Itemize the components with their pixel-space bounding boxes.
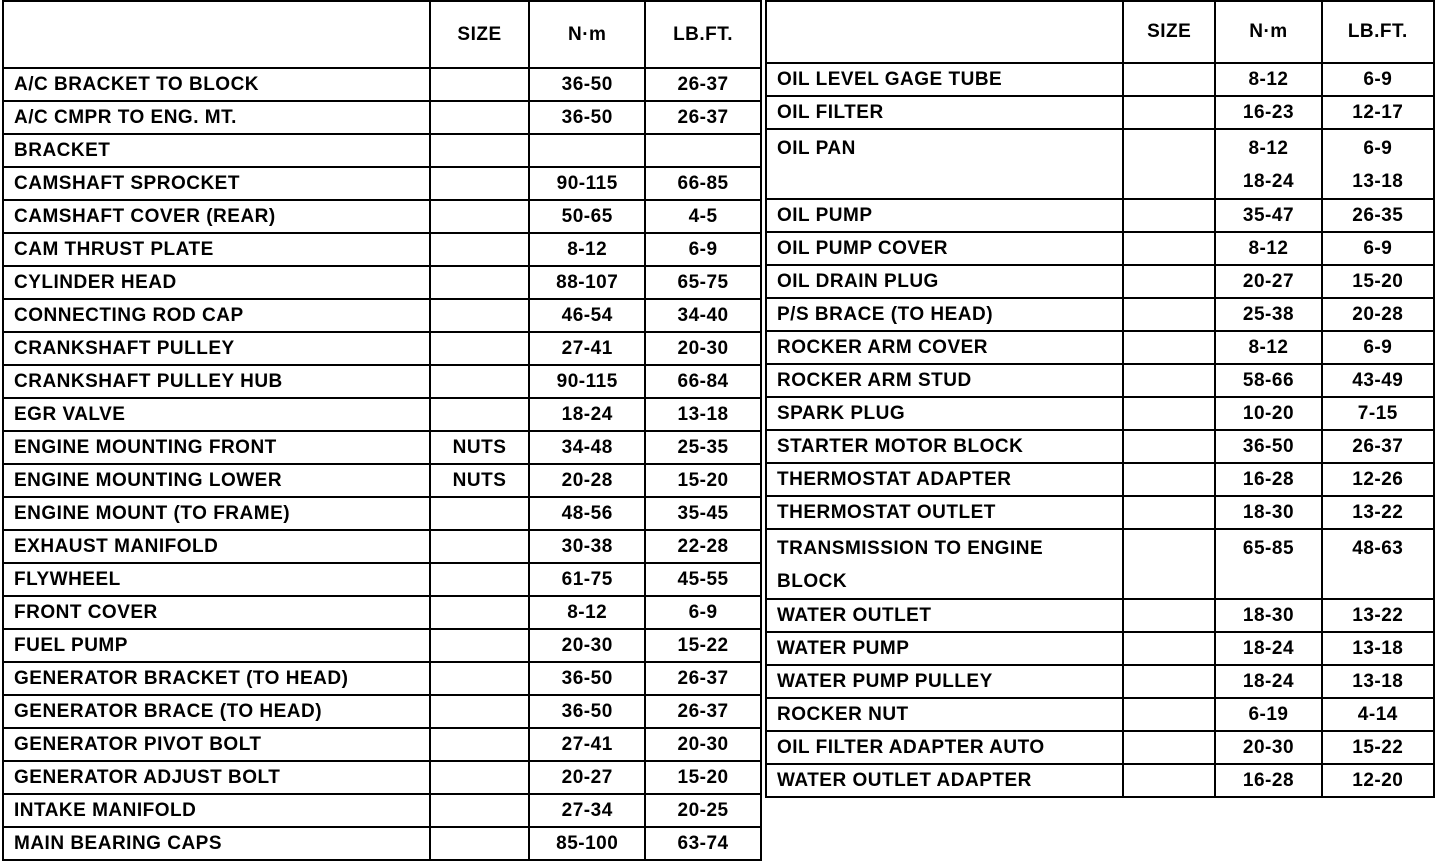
size-cell <box>1123 129 1215 199</box>
nm-cell: 34-48 <box>529 431 645 464</box>
table-row <box>3 761 761 794</box>
size-cell <box>430 101 530 134</box>
size-cell: NUTS <box>430 464 530 497</box>
size-cell <box>1123 96 1215 129</box>
component-name: P/S BRACE (TO HEAD) <box>766 298 1123 331</box>
size-cell <box>1123 199 1215 232</box>
lbft-cell: 6-9 <box>1322 232 1434 265</box>
size-cell <box>430 596 530 629</box>
size-cell <box>1123 430 1215 463</box>
nm-cell: 8-12 <box>1215 232 1321 265</box>
lbft-cell: 26-37 <box>645 101 761 134</box>
table-row <box>766 632 1434 665</box>
component-name: WATER PUMP PULLEY <box>766 665 1123 698</box>
nm-cell <box>1215 529 1321 599</box>
size-cell <box>1123 397 1215 430</box>
lbft-cell: 20-25 <box>645 794 761 827</box>
size-cell <box>1123 63 1215 96</box>
lbft-cell: 15-20 <box>1322 265 1434 298</box>
size-cell <box>1123 232 1215 265</box>
size-cell <box>430 497 530 530</box>
component-name: ROCKER ARM COVER <box>766 331 1123 364</box>
table-row <box>3 299 761 332</box>
lbft-cell <box>1322 529 1434 599</box>
component-name-line-1: TRANSMISSION TO ENGINE <box>777 538 1044 559</box>
component-name: ROCKER ARM STUD <box>766 364 1123 397</box>
component-name: OIL DRAIN PLUG <box>766 265 1123 298</box>
lbft-cell: 13-22 <box>1322 496 1434 529</box>
lbft-cell: 15-22 <box>645 629 761 662</box>
lbft-cell-line-1: 6-9 <box>1363 138 1393 159</box>
nm-cell: 88-107 <box>529 266 645 299</box>
nm-cell: 6-19 <box>1215 698 1321 731</box>
nm-cell-line-1: 65-85 <box>1242 538 1295 559</box>
nm-cell: 8-12 <box>529 233 645 266</box>
component-name: OIL PUMP COVER <box>766 232 1123 265</box>
component-name: ENGINE MOUNTING FRONT <box>3 431 430 464</box>
lbft-cell: 4-5 <box>645 200 761 233</box>
table-row <box>3 695 761 728</box>
nm-cell: 35-47 <box>1215 199 1321 232</box>
size-cell <box>430 563 530 596</box>
table-row <box>766 63 1434 96</box>
component-name: GENERATOR PIVOT BOLT <box>3 728 430 761</box>
nm-cell <box>1215 129 1321 199</box>
size-cell <box>430 68 530 101</box>
table-row <box>3 167 761 200</box>
lbft-cell-line-2: 13-18 <box>1352 171 1404 192</box>
size-cell <box>430 827 530 860</box>
size-cell <box>1123 496 1215 529</box>
component-name: GENERATOR BRACKET (TO HEAD) <box>3 662 430 695</box>
nm-cell: 58-66 <box>1215 364 1321 397</box>
nm-cell: 8-12 <box>529 596 645 629</box>
table-row <box>3 200 761 233</box>
table-row <box>3 101 761 134</box>
size-cell <box>1123 665 1215 698</box>
component-name: A/C CMPR TO ENG. MT. <box>3 101 430 134</box>
table-row <box>766 665 1434 698</box>
table-row <box>3 662 761 695</box>
table-row <box>3 497 761 530</box>
table-row <box>3 596 761 629</box>
size-cell <box>430 728 530 761</box>
lbft-cell: 7-15 <box>1322 397 1434 430</box>
lbft-cell: 20-28 <box>1322 298 1434 331</box>
nm-cell: 18-30 <box>1215 599 1321 632</box>
size-cell <box>430 398 530 431</box>
table-row <box>766 764 1434 797</box>
left-torque-table <box>2 0 762 861</box>
component-name: CRANKSHAFT PULLEY HUB <box>3 365 430 398</box>
table-row <box>3 398 761 431</box>
table-row <box>3 530 761 563</box>
size-cell <box>430 530 530 563</box>
nm-cell: 50-65 <box>529 200 645 233</box>
table-row <box>3 728 761 761</box>
table-row <box>766 199 1434 232</box>
left-header-lbft: LB.FT. <box>645 1 761 68</box>
lbft-cell: 26-35 <box>1322 199 1434 232</box>
nm-cell: 30-38 <box>529 530 645 563</box>
nm-cell: 16-28 <box>1215 463 1321 496</box>
component-name: WATER PUMP <box>766 632 1123 665</box>
component-name: ENGINE MOUNTING LOWER <box>3 464 430 497</box>
component-name: BRACKET <box>3 134 430 167</box>
lbft-cell: 26-37 <box>645 695 761 728</box>
right-header-row <box>766 1 1434 63</box>
table-row <box>766 496 1434 529</box>
left-header-component <box>3 1 430 68</box>
size-cell <box>1123 463 1215 496</box>
table-row <box>3 134 761 167</box>
size-cell <box>1123 298 1215 331</box>
lbft-cell: 13-18 <box>645 398 761 431</box>
nm-cell: 20-27 <box>1215 265 1321 298</box>
nm-cell <box>529 134 645 167</box>
nm-cell: 8-12 <box>1215 331 1321 364</box>
nm-cell: 27-41 <box>529 332 645 365</box>
component-name: FRONT COVER <box>3 596 430 629</box>
lbft-cell: 66-85 <box>645 167 761 200</box>
table-row <box>3 68 761 101</box>
component-name: CAM THRUST PLATE <box>3 233 430 266</box>
table-row <box>766 731 1434 764</box>
size-cell <box>430 365 530 398</box>
lbft-cell: 6-9 <box>645 233 761 266</box>
component-name: CRANKSHAFT PULLEY <box>3 332 430 365</box>
component-name <box>766 529 1123 599</box>
nm-cell: 90-115 <box>529 365 645 398</box>
nm-cell: 8-12 <box>1215 63 1321 96</box>
right-header-component <box>766 1 1123 63</box>
lbft-cell: 26-37 <box>1322 430 1434 463</box>
component-name: CAMSHAFT COVER (REAR) <box>3 200 430 233</box>
left-table-body <box>3 68 761 860</box>
nm-cell: 18-24 <box>529 398 645 431</box>
table-row <box>766 397 1434 430</box>
component-name: OIL FILTER <box>766 96 1123 129</box>
right-header-lbft: LB.FT. <box>1322 1 1434 63</box>
nm-cell: 18-24 <box>1215 632 1321 665</box>
lbft-cell: 12-26 <box>1322 463 1434 496</box>
component-name-line-1: OIL PAN <box>777 138 856 159</box>
lbft-cell: 13-18 <box>1322 632 1434 665</box>
component-name: A/C BRACKET TO BLOCK <box>3 68 430 101</box>
nm-cell: 85-100 <box>529 827 645 860</box>
lbft-cell: 20-30 <box>645 728 761 761</box>
nm-cell: 20-28 <box>529 464 645 497</box>
right-torque-table <box>765 0 1435 798</box>
component-name: THERMOSTAT ADAPTER <box>766 463 1123 496</box>
nm-cell-line-1: 8-12 <box>1248 138 1289 159</box>
lbft-cell: 6-9 <box>645 596 761 629</box>
nm-cell: 61-75 <box>529 563 645 596</box>
lbft-cell: 65-75 <box>645 266 761 299</box>
lbft-cell: 13-22 <box>1322 599 1434 632</box>
nm-cell: 16-23 <box>1215 96 1321 129</box>
lbft-cell: 35-45 <box>645 497 761 530</box>
component-name: CAMSHAFT SPROCKET <box>3 167 430 200</box>
lbft-cell: 6-9 <box>1322 63 1434 96</box>
nm-cell: 36-50 <box>1215 430 1321 463</box>
lbft-cell-line-1: 48-63 <box>1352 538 1404 559</box>
size-cell <box>430 266 530 299</box>
component-name-line-2: BLOCK <box>777 571 848 592</box>
lbft-cell: 6-9 <box>1322 331 1434 364</box>
table-row <box>766 430 1434 463</box>
nm-cell: 20-27 <box>529 761 645 794</box>
right-table-body <box>766 63 1434 797</box>
lbft-cell <box>645 134 761 167</box>
lbft-cell: 15-22 <box>1322 731 1434 764</box>
nm-cell: 36-50 <box>529 662 645 695</box>
component-name: FUEL PUMP <box>3 629 430 662</box>
table-row <box>3 431 761 464</box>
lbft-cell: 26-37 <box>645 68 761 101</box>
nm-cell: 48-56 <box>529 497 645 530</box>
component-name: EGR VALVE <box>3 398 430 431</box>
size-cell <box>430 134 530 167</box>
lbft-cell: 45-55 <box>645 563 761 596</box>
size-cell <box>1123 764 1215 797</box>
size-cell <box>430 167 530 200</box>
table-row <box>766 698 1434 731</box>
size-cell <box>430 233 530 266</box>
size-cell <box>430 332 530 365</box>
component-name: FLYWHEEL <box>3 563 430 596</box>
table-row <box>766 298 1434 331</box>
lbft-cell: 20-30 <box>645 332 761 365</box>
component-name: ENGINE MOUNT (TO FRAME) <box>3 497 430 530</box>
size-cell <box>430 662 530 695</box>
lbft-cell: 25-35 <box>645 431 761 464</box>
lbft-cell: 22-28 <box>645 530 761 563</box>
table-row <box>766 129 1434 199</box>
component-name: CONNECTING ROD CAP <box>3 299 430 332</box>
size-cell <box>430 695 530 728</box>
nm-cell: 36-50 <box>529 695 645 728</box>
component-name: SPARK PLUG <box>766 397 1123 430</box>
nm-cell-line-2: 18-24 <box>1242 171 1295 192</box>
component-name: EXHAUST MANIFOLD <box>3 530 430 563</box>
right-header-nm: N·m <box>1215 1 1321 63</box>
table-row <box>3 332 761 365</box>
size-cell <box>1123 265 1215 298</box>
component-name: THERMOSTAT OUTLET <box>766 496 1123 529</box>
nm-cell: 20-30 <box>529 629 645 662</box>
lbft-cell: 66-84 <box>645 365 761 398</box>
table-row <box>766 96 1434 129</box>
table-row <box>766 331 1434 364</box>
table-row <box>766 529 1434 599</box>
component-name: WATER OUTLET <box>766 599 1123 632</box>
component-name: GENERATOR ADJUST BOLT <box>3 761 430 794</box>
lbft-cell: 15-20 <box>645 761 761 794</box>
component-name: ROCKER NUT <box>766 698 1123 731</box>
nm-cell: 18-24 <box>1215 665 1321 698</box>
table-row <box>3 827 761 860</box>
size-cell <box>1123 331 1215 364</box>
component-name: OIL FILTER ADAPTER AUTO <box>766 731 1123 764</box>
nm-cell: 25-38 <box>1215 298 1321 331</box>
component-name: OIL PUMP <box>766 199 1123 232</box>
nm-cell: 46-54 <box>529 299 645 332</box>
component-name: OIL LEVEL GAGE TUBE <box>766 63 1123 96</box>
left-header-nm: N·m <box>529 1 645 68</box>
size-cell <box>1123 599 1215 632</box>
nm-cell: 10-20 <box>1215 397 1321 430</box>
lbft-cell: 26-37 <box>645 662 761 695</box>
table-row <box>3 266 761 299</box>
size-cell <box>1123 529 1215 599</box>
table-row <box>3 233 761 266</box>
table-row <box>766 232 1434 265</box>
component-name: WATER OUTLET ADAPTER <box>766 764 1123 797</box>
lbft-cell: 34-40 <box>645 299 761 332</box>
size-cell <box>1123 698 1215 731</box>
size-cell <box>430 794 530 827</box>
right-header-size: SIZE <box>1123 1 1215 63</box>
nm-cell: 36-50 <box>529 101 645 134</box>
size-cell: NUTS <box>430 431 530 464</box>
component-name <box>766 129 1123 199</box>
table-row <box>766 463 1434 496</box>
lbft-cell <box>1322 129 1434 199</box>
component-name: INTAKE MANIFOLD <box>3 794 430 827</box>
table-row <box>3 365 761 398</box>
size-cell <box>1123 731 1215 764</box>
table-row <box>766 265 1434 298</box>
nm-cell: 36-50 <box>529 68 645 101</box>
size-cell <box>430 761 530 794</box>
nm-cell: 90-115 <box>529 167 645 200</box>
size-cell <box>1123 632 1215 665</box>
component-name: STARTER MOTOR BLOCK <box>766 430 1123 463</box>
component-name: GENERATOR BRACE (TO HEAD) <box>3 695 430 728</box>
nm-cell: 16-28 <box>1215 764 1321 797</box>
lbft-cell: 4-14 <box>1322 698 1434 731</box>
table-row <box>766 364 1434 397</box>
table-row <box>3 563 761 596</box>
table-row <box>3 629 761 662</box>
lbft-cell: 13-18 <box>1322 665 1434 698</box>
table-row <box>766 599 1434 632</box>
nm-cell: 18-30 <box>1215 496 1321 529</box>
lbft-cell: 43-49 <box>1322 364 1434 397</box>
lbft-cell: 12-20 <box>1322 764 1434 797</box>
nm-cell: 27-41 <box>529 728 645 761</box>
left-header-row <box>3 1 761 68</box>
lbft-cell: 12-17 <box>1322 96 1434 129</box>
lbft-cell: 15-20 <box>645 464 761 497</box>
table-row <box>3 464 761 497</box>
size-cell <box>430 299 530 332</box>
nm-cell: 27-34 <box>529 794 645 827</box>
component-name: CYLINDER HEAD <box>3 266 430 299</box>
component-name: MAIN BEARING CAPS <box>3 827 430 860</box>
left-header-size: SIZE <box>430 1 530 68</box>
size-cell <box>1123 364 1215 397</box>
lbft-cell: 63-74 <box>645 827 761 860</box>
size-cell <box>430 629 530 662</box>
nm-cell: 20-30 <box>1215 731 1321 764</box>
size-cell <box>430 200 530 233</box>
table-row <box>3 794 761 827</box>
